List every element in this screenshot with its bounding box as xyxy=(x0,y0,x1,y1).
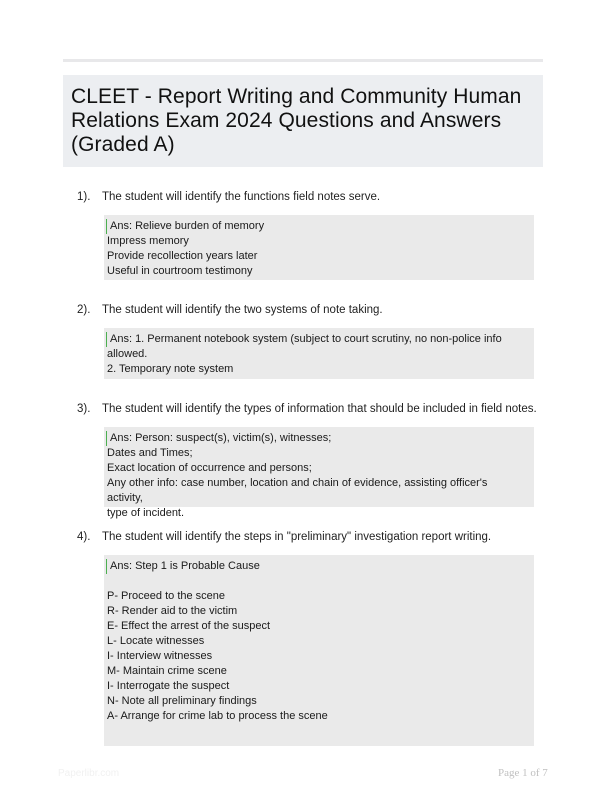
answer-line: R- Render aid to the victim xyxy=(107,605,238,617)
answer-line: E- Effect the arrest of the suspect xyxy=(107,620,271,632)
answer-box xyxy=(104,427,534,519)
question-text: The student will identify the functions field notes serve. xyxy=(102,191,381,203)
answer-line: Any other info: case number, location and chain of evidence, assisting officer's activity, xyxy=(107,477,488,504)
answer-line: L- Locate witnesses xyxy=(107,635,205,647)
question-number: 3). xyxy=(77,403,91,415)
answer-box xyxy=(104,215,534,280)
answer-line: 2. Temporary note system xyxy=(107,363,234,375)
question-number: 2). xyxy=(77,304,91,316)
answer-line: Ans: Relieve burden of memory xyxy=(106,219,526,234)
question-number: 4). xyxy=(77,531,91,543)
answer-line: Provide recollection years later xyxy=(107,250,258,262)
answer-line: allowed. xyxy=(107,348,148,360)
answer-line: Exact location of occurrence and persons; xyxy=(107,462,312,474)
answer-line: M- Maintain crime scene xyxy=(107,665,227,677)
question-text: The student will identify the steps in "preliminary" investigation report writing. xyxy=(102,531,492,543)
answer-line: I- Interview witnesses xyxy=(107,650,213,662)
top-divider xyxy=(63,59,543,62)
footer-watermark: Paperlibr.com xyxy=(58,768,120,779)
answer-box xyxy=(104,328,534,379)
answer-line: Ans: 1. Permanent notebook system (subject to court scrutiny, no non-police info xyxy=(106,332,526,347)
page-number: Page 1 of 7 xyxy=(498,767,548,779)
answer-line xyxy=(107,574,526,589)
answer-line: Impress memory xyxy=(107,235,189,247)
question-text: The student will identify the types of information that should be included in field notes. xyxy=(102,403,537,415)
answer-line: I- Interrogate the suspect xyxy=(107,680,230,692)
question-text: The student will identify the two systems of note taking. xyxy=(102,304,383,316)
answer-line: Ans: Person: suspect(s), victim(s), witnesses; xyxy=(106,431,526,446)
answer-line: P- Proceed to the scene xyxy=(107,590,226,602)
answer-box xyxy=(104,555,534,746)
answer-line: A- Arrange for crime lab to process the scene xyxy=(107,710,328,722)
title-banner xyxy=(63,75,543,167)
answer-line: Ans: Step 1 is Probable Cause xyxy=(106,559,526,574)
answer-line: type of incident. xyxy=(107,507,185,519)
answer-line: Useful in courtroom testimony xyxy=(107,265,253,277)
document-title: CLEET - Report Writing and Community Human Relations Exam 2024 Questions and Answers (Graded A) xyxy=(71,85,522,156)
answer-line: Dates and Times; xyxy=(107,447,193,459)
question-number: 1). xyxy=(77,191,91,203)
answer-line: N- Note all preliminary findings xyxy=(107,695,257,707)
